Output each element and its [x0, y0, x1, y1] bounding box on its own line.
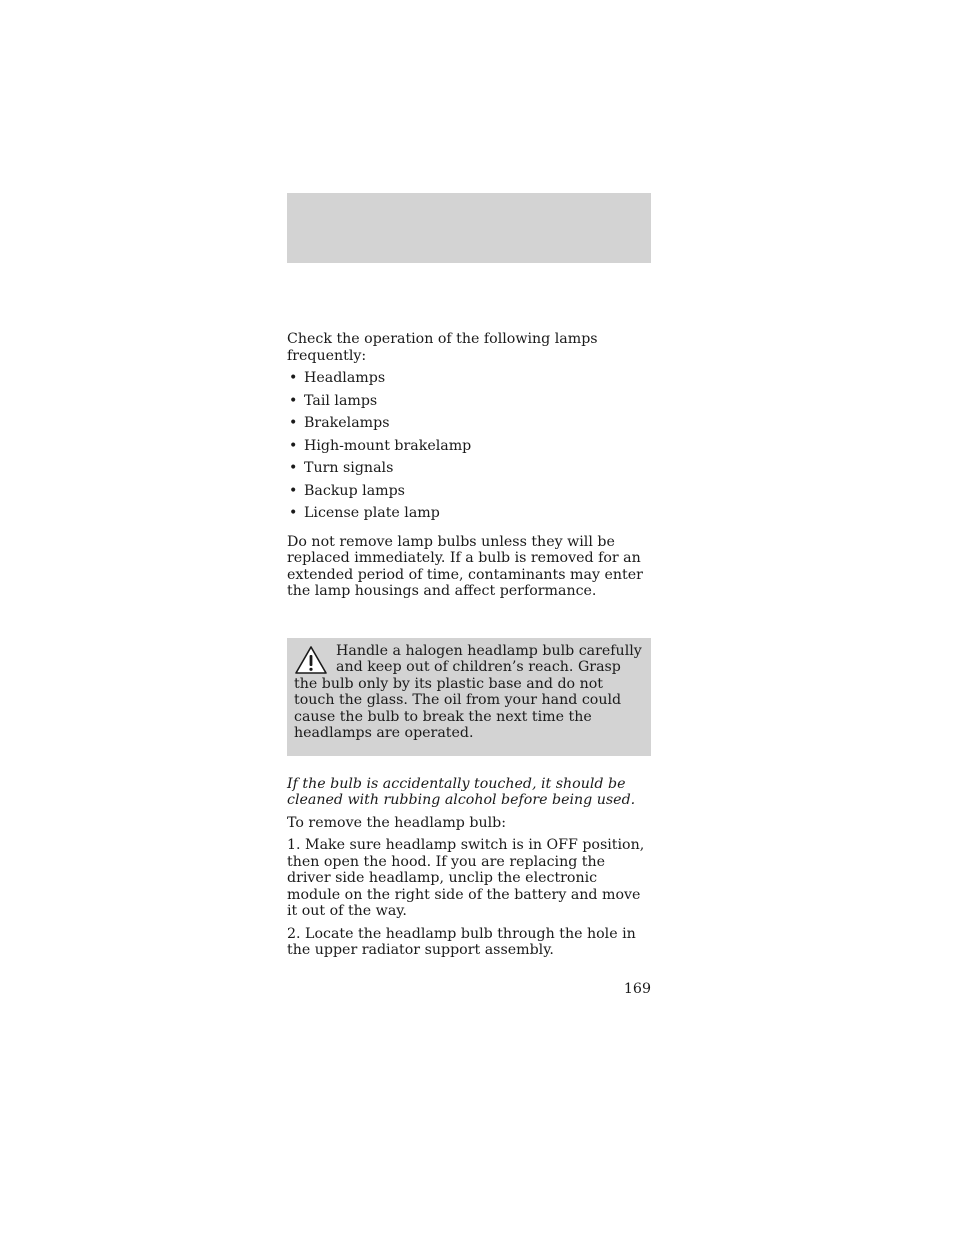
- list-item-label: Headlamps: [304, 370, 386, 386]
- step-1: 1. Make sure headlamp switch is in OFF position, then open the hood. If you are replacing the driver side headlamp, unclip the electronic module on the right side of the battery and move it out of the way.: [287, 837, 645, 919]
- warning-box: [287, 638, 651, 756]
- italic-note: If the bulb is accidentally touched, it should be cleaned with rubbing alcohol before being used.: [287, 775, 636, 808]
- list-item-label: License plate lamp: [304, 505, 440, 521]
- list-item-label: Tail lamps: [304, 392, 378, 409]
- list-item-label: Brakelamps: [304, 415, 390, 431]
- to-remove-heading: To remove the headlamp bulb:: [287, 814, 506, 831]
- list-item: [287, 438, 651, 461]
- list-item: [287, 505, 651, 528]
- step-2: 2. Locate the headlamp bulb through the hole in the upper radiator support assembly.: [287, 925, 636, 958]
- list-item-label: Backup lamps: [304, 482, 405, 499]
- warning-text: Handle a halogen headlamp bulb carefully and keep out of children’s reach. Grasp the bulb only by its plastic base and do not touch the glass. The oil from your hand could cause the bulb to break the next time the headlamps are operated.: [294, 642, 642, 741]
- bullet: •: [289, 437, 298, 454]
- list-item: [287, 393, 651, 416]
- bullet: •: [289, 505, 298, 521]
- list-item: [287, 415, 651, 438]
- bullet: •: [289, 415, 298, 431]
- header-band: [287, 193, 651, 263]
- list-item: [287, 483, 651, 506]
- list-item: [287, 370, 651, 393]
- list-item-label: Turn signals: [304, 460, 394, 476]
- bullet: •: [289, 460, 298, 476]
- intro-text: Check the operation of the following lamps frequently:: [287, 331, 598, 364]
- bullet: •: [289, 392, 298, 409]
- list-item: [287, 460, 651, 483]
- bullet: •: [289, 370, 298, 386]
- list-item-label: High-mount brakelamp: [304, 437, 472, 454]
- bullet: •: [289, 482, 298, 499]
- lamp-list: [287, 370, 651, 528]
- remove-bulbs-paragraph: Do not remove lamp bulbs unless they will be replaced immediately. If a bulb is removed for an extended period of time, contaminants may enter the lamp housings and affect performance.: [287, 533, 643, 599]
- page-number: 169: [623, 981, 651, 997]
- page-content: [287, 331, 651, 965]
- warning-triangle-icon: [294, 645, 328, 675]
